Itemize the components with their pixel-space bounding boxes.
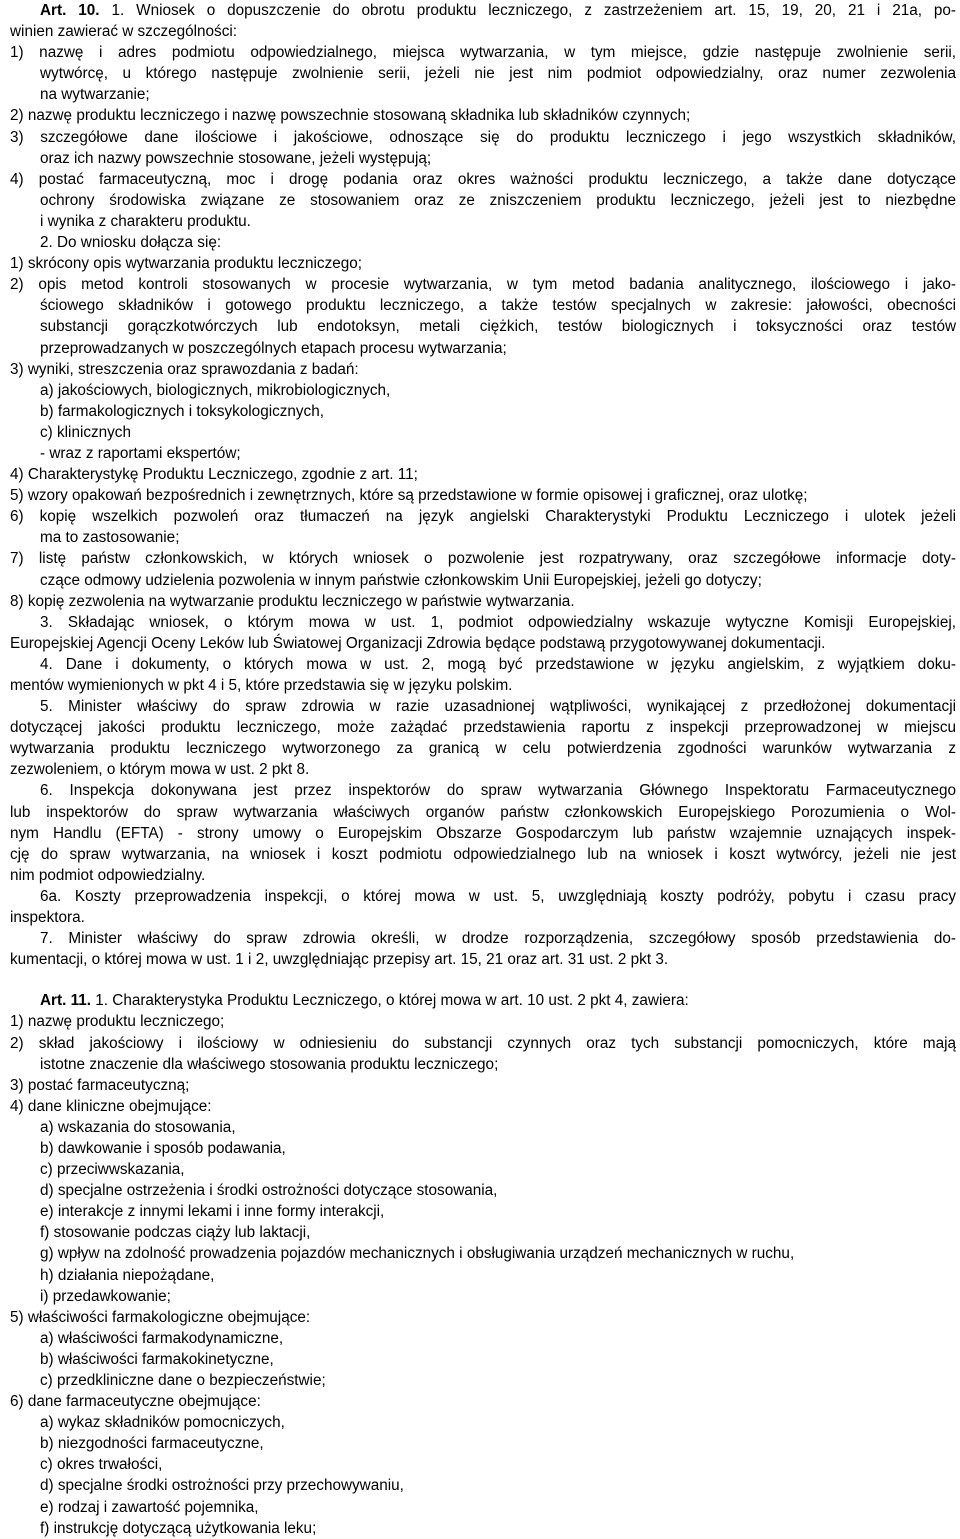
line-text: c) przeciwwskazania, [40,1161,185,1179]
line-text: g) wpływ na zdolność prowadzenia pojazdów mechanicznych i obsługiwania urządzeń mechanicznych w ruchu, [40,1245,795,1263]
text-line [10,253,956,274]
line-text: 5) właściwości farmakologiczne obejmujące: [10,1308,311,1326]
text-line [10,633,956,654]
text-line [10,105,956,126]
line-text: a) właściwości farmakodynamiczne, [40,1329,284,1347]
line-text: nim podmiot odpowiedzialny. [10,866,206,884]
line-text: cję do spraw wytwarzania, na wniosek i koszt podmiotu odpowiedzialnego lub na wniosek i koszt wytwórcy, jeżeli nie jest [10,845,956,863]
text-line [10,1011,956,1032]
text-line [10,1265,956,1286]
line-text: inspektora. [10,909,85,927]
line-text: 2) opis metod kontroli stosowanych w procesie wytwarzania, w tym metod badania analitycznego, ilościowego i jako- [10,276,956,294]
text-line [10,1075,956,1096]
line-text: 3) postać farmaceutyczną; [10,1076,190,1094]
line-text: f) instrukcję dotyczącą użytkowania leku; [40,1519,317,1537]
line-text: b) farmakologicznych i toksykologicznych, [40,402,324,420]
line-text: substancji gorączkotwórczych lub endotoksyn, metali ciężkich, testów biologicznych i toksyczności oraz testów [40,318,956,336]
text-line [10,780,956,801]
text-line [10,1349,956,1370]
article-10 [10,0,956,970]
line-text: zezwoleniem, o którym mowa w ust. 2 pkt 8. [10,761,310,779]
line-text: ochrony środowiska związane ze stosowaniem oraz ze zniszczeniem produktu leczniczego, jeżeli jest to niezbędne [40,191,956,209]
text-line [10,127,956,148]
line-text: 1) skrócony opis wytwarzania produktu leczniczego; [10,255,362,273]
text-line [10,0,956,21]
line-text: kumentacji, o której mowa w ust. 1 i 2, uwzględniając przepisy art. 15, 21 oraz art. 31 ust. 2 pkt 3. [10,951,669,969]
line-text: 2) skład jakościowy i ilościowy w odniesieniu do substancji czynnych oraz tych substancji pomocniczych, które mają [10,1034,956,1052]
text-line [10,169,956,190]
text-line [10,401,956,422]
text-line [10,63,956,84]
line-text: mentów wymienionych w pkt 4 i 5, które przedstawia się w języku polskim. [10,677,513,694]
line-text: h) działania niepożądane, [40,1266,215,1284]
text-line [10,1138,956,1159]
line-text: na wytwarzanie; [40,86,150,104]
line-text: lub inspektorów do spraw wytwarzania właściwych organów państw członkowskich Europejskiego Porozumienia o Wol- [10,803,956,821]
text-line [10,675,956,696]
text-line [10,527,956,548]
line-text: istotne znaczenie dla właściwego stosowania produktu leczniczego; [40,1055,499,1073]
line-text: wytwarzania produktu leczniczego wytworzonego za granicą w celu potwierdzenia zgodności warunków wytwarzania z [10,740,956,758]
line-text: 4) dane kliniczne obejmujące: [10,1097,212,1115]
text-line [10,190,956,211]
line-text: 4. Dane i dokumenty, o których mowa w ust. 2, mogą być przedstawione w języku angielskim, z wyjątkiem doku- [40,655,956,673]
text-line [10,148,956,169]
line-text: 6) kopię wszelkich pozwoleń oraz tłumaczeń na język angielski Charakterystyki Produktu Leczniczego i ulotek jeżeli [10,508,956,526]
text-line [10,990,956,1011]
line-text: - wraz z raportami ekspertów; [40,444,241,462]
line-text: oraz ich nazwy powszechnie stosowane, jeżeli występują; [40,149,432,167]
line-text: b) dawkowanie i sposób podawania, [40,1139,286,1157]
line-text: d) specjalne środki ostrożności przy przechowywaniu, [40,1477,404,1495]
text-line [10,570,956,591]
text-line [10,1180,956,1201]
text-line [10,759,956,780]
line-text: c) okres trwałości, [40,1456,163,1474]
line-text: c) klinicznych [40,423,131,441]
line-text: wytwórcę, u którego następuje zwolnienie serii, jeżeli nie jest nim podmiot odpowiedzialny, oraz numer zezwolenia [40,65,956,83]
text-line [10,865,956,886]
text-line [10,823,956,844]
text-line [10,612,956,633]
text-line [10,1307,956,1328]
text-line [10,295,956,316]
text-line [10,338,956,359]
line-text: i wynika z charakteru produktu. [40,212,251,230]
line-text: 3) wyniki, streszczenia oraz sprawozdania z badań: [10,360,359,378]
line-text: b) niezgodności farmaceutyczne, [40,1435,264,1453]
text-line [10,802,956,823]
line-text: 1) nazwę i adres podmiotu odpowiedzialnego, miejsca wytwarzania, w tym miejsce, gdzie następuje zwolnienie serii, [10,44,956,62]
line-text: 1. Wniosek o dopuszczenie do obrotu produktu leczniczego, z zastrzeżeniem art. 15, 19, 20, 21 i 21a, po- [111,2,957,19]
line-text: c) przedkliniczne dane o bezpieczeństwie; [40,1372,326,1389]
line-text: b) właściwości farmakokinetyczne, [40,1350,274,1368]
text-line [10,591,956,612]
line-text: 3. Składając wniosek, o którym mowa w ust. 1, podmiot odpowiedzialny wskazuje wytyczne Komisji Europejskiej, [40,613,956,631]
text-line [10,1159,956,1180]
text-line [10,422,956,443]
line-text: przeprowadzanych w poszczególnych etapach procesu wytwarzania; [40,339,507,357]
text-line [10,1475,956,1496]
line-text: a) wykaz składników pomocniczych, [40,1414,285,1432]
text-line [10,1286,956,1307]
text-line [10,1518,956,1539]
text-line [10,886,956,907]
text-line [10,274,956,295]
text-line [10,1096,956,1117]
text-line [10,1054,956,1075]
article-heading: Art. 11. [40,992,92,1010]
text-line [10,907,956,928]
line-text: 3) szczegółowe dane ilościowe i jakościowe, odnoszące się do produktu leczniczego i jego wszystkich składników, [10,128,956,146]
text-line [10,1412,956,1433]
text-line [10,443,956,464]
text-line [10,506,956,527]
text-line [10,1454,956,1475]
line-text: 4) postać farmaceutyczną, moc i drogę podania oraz okres ważności produktu leczniczego, a także dane dotyczące [10,170,956,188]
text-line [10,1243,956,1264]
text-line [10,1117,956,1138]
text-line [10,717,956,738]
line-text: ma to zastosowanie; [40,529,180,547]
line-text: 1) nazwę produktu leczniczego; [10,1013,225,1031]
line-text: 2. Do wniosku dołącza się: [40,234,222,252]
article-11 [10,990,956,1538]
text-line [10,42,956,63]
text-line [10,485,956,506]
line-text: nym Handlu (EFTA) - strony umowy o Europejskim Obszarze Gospodarczym lub państw wzajemnie uznających inspek- [10,824,956,842]
text-line [10,1497,956,1518]
line-text: 8) kopię zezwolenia na wytwarzanie produktu leczniczego w państwie wytwarzania. [10,592,575,610]
text-line [10,1433,956,1454]
line-text: d) specjalne ostrzeżenia i środki ostrożności dotyczące stosowania, [40,1182,498,1200]
text-line [10,928,956,949]
line-text: 6) dane farmaceutyczne obejmujące: [10,1393,261,1411]
line-text: e) interakcje z innymi lekami i inne formy interakcji, [40,1203,385,1221]
text-line [10,844,956,865]
line-text: winien zawierać w szczególności: [10,23,237,41]
text-line [10,949,956,970]
article-heading: Art. 10. [40,2,100,19]
line-text: 6. Inspekcja dokonywana jest przez inspektorów do spraw wytwarzania Głównego Inspektoratu Farmaceutycznego [40,782,956,800]
section-gap [10,970,956,990]
line-text: 2) nazwę produktu leczniczego i nazwę powszechnie stosowaną składnika lub składników czynnych; [10,107,691,125]
line-text: ściowego składników i gotowego produktu leczniczego, a także testów specjalnych w zakresie: jałowości, obecności [40,297,956,315]
line-text: 5) wzory opakowań bezpośrednich i zewnętrznych, które są przedstawione w formie opisowej i graficznej, oraz ulotkę; [10,487,808,505]
line-text: 6a. Koszty przeprowadzenia inspekcji, o której mowa w ust. 5, uwzględniają koszty podróży, pobytu i czasu pracy [40,887,956,905]
line-text: 7) listę państw członkowskich, w których wniosek o pozwolenie jest rozpatrywany, oraz szczegółowe informacje doty- [10,550,956,568]
text-line [10,232,956,253]
line-text: dotyczącej jakości produktu leczniczego, może zażądać przedstawienia raportu z inspekcji przeprowadzonej w miejscu [10,719,956,737]
line-text: Europejskiej Agencji Oceny Leków lub Światowej Organizacji Zdrowia będące podstawą przygotowywanej dokumentacji. [10,634,826,652]
line-text: 7. Minister właściwy do spraw zdrowia określi, w drodze rozporządzenia, szczegółowy sposób przedstawienia do- [40,930,956,948]
text-line [10,464,956,485]
text-line [10,1391,956,1412]
text-line [10,1328,956,1349]
text-line [10,380,956,401]
text-line [10,1201,956,1222]
line-text: i) przedawkowanie; [40,1287,171,1305]
text-line [10,359,956,380]
text-line [10,1033,956,1054]
text-line [10,548,956,569]
line-text: e) rodzaj i zawartość pojemnika, [40,1498,259,1516]
line-text: czące odmowy udzielenia pozwolenia w innym państwie członkowskim Unii Europejskiej, jeżeli go dotyczy; [40,571,762,589]
text-line [10,84,956,105]
text-line [10,654,956,675]
text-line [10,21,956,42]
text-line [10,696,956,717]
line-text: 5. Minister właściwy do spraw zdrowia w razie uzasadnionej wątpliwości, wynikającej z przedłożonej dokumentacji [40,698,956,716]
line-text: a) jakościowych, biologicznych, mikrobiologicznych, [40,381,391,399]
line-text: f) stosowanie podczas ciąży lub laktacji, [40,1224,311,1242]
text-line [10,1222,956,1243]
line-text: a) wskazania do stosowania, [40,1118,236,1136]
line-text: 4) Charakterystykę Produktu Leczniczego, zgodnie z art. 11; [10,466,418,484]
text-line [10,1370,956,1391]
text-line [10,316,956,337]
line-text: 1. Charakterystyka Produktu Leczniczego, o której mowa w art. 10 ust. 2 pkt 4, zawiera: [95,992,689,1010]
text-line [10,211,956,232]
text-line [10,738,956,759]
